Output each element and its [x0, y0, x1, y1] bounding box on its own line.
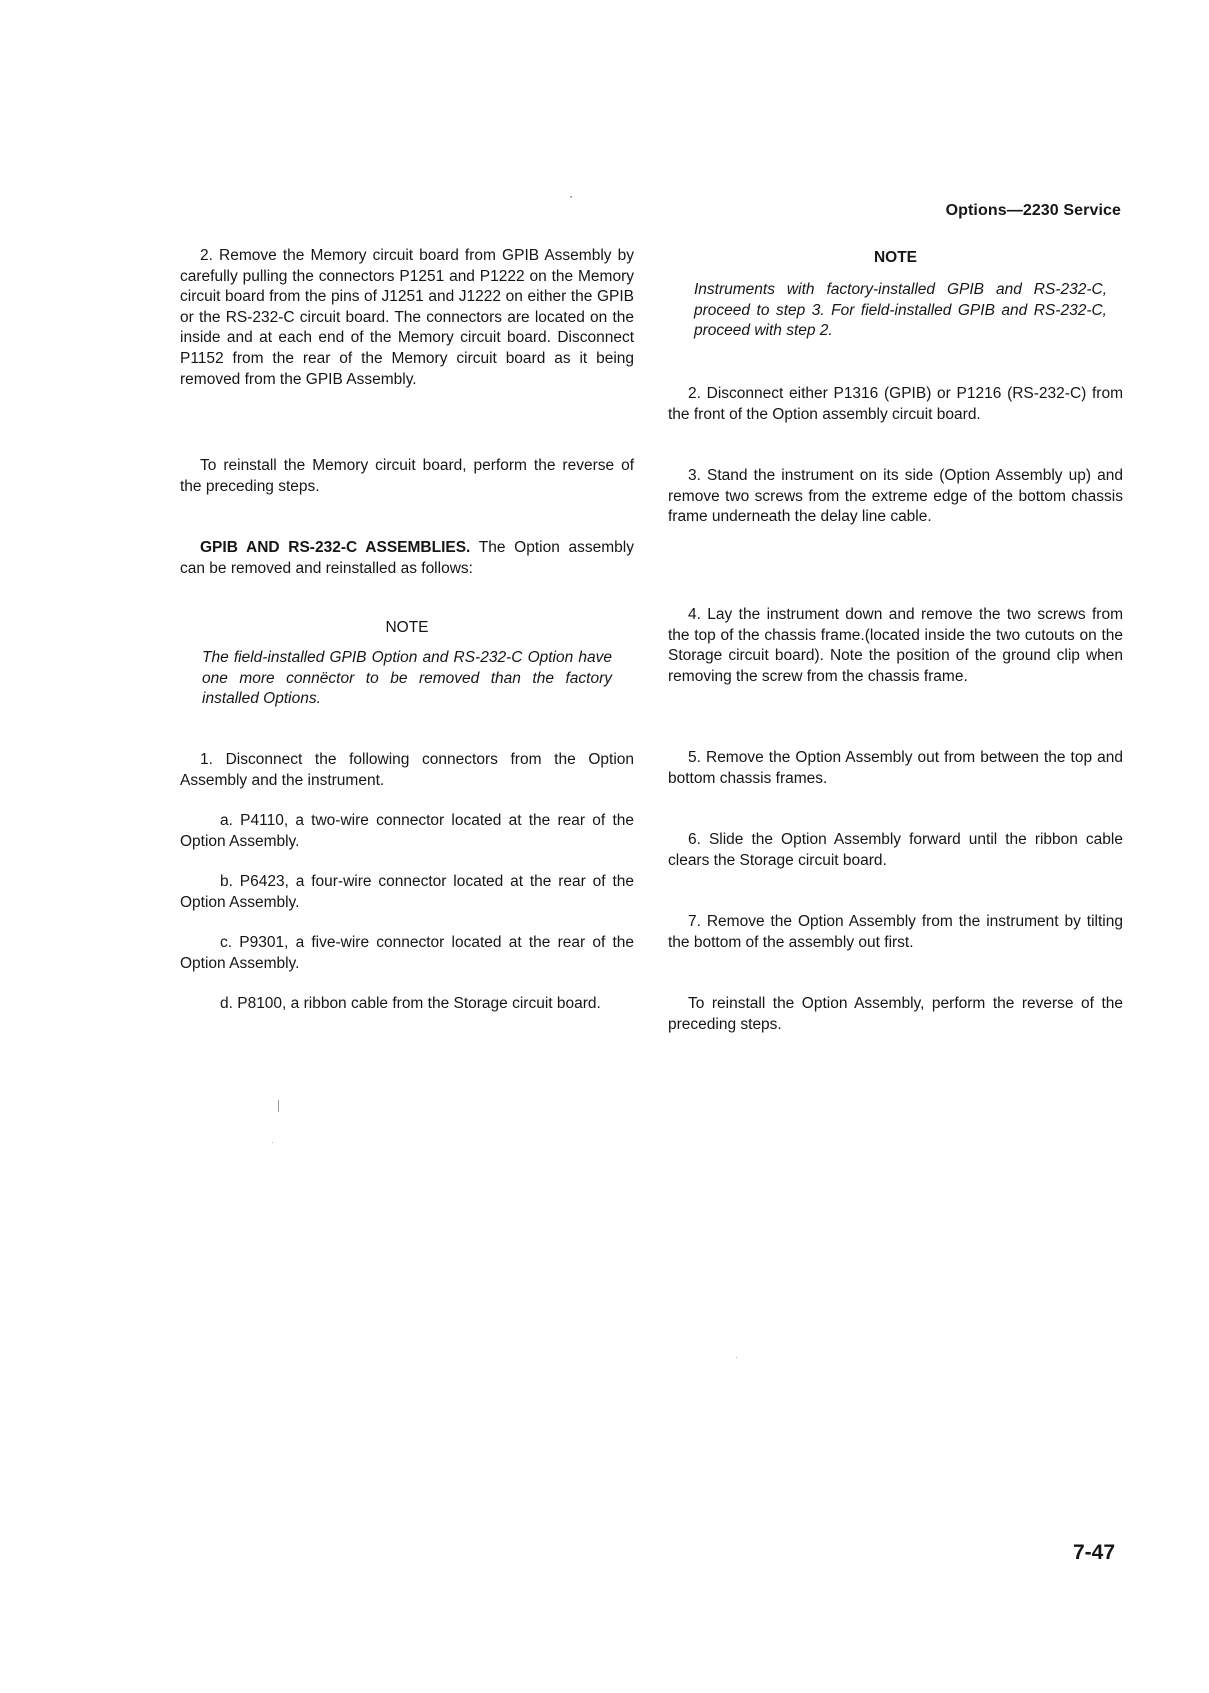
step-2: 2. Disconnect either P1316 (GPIB) or P1216 (RS-232-C) from the front of the Option assembly circuit board.: [668, 385, 1123, 423]
step-7: 7. Remove the Option Assembly from the instrument by tilting the bottom of the assembly out first.: [668, 913, 1123, 951]
note-heading: NOTE: [873, 249, 918, 266]
scan-speck: [736, 1357, 737, 1358]
reinstall-paragraph: To reinstall the Option Assembly, perform the reverse of the preceding steps.: [668, 995, 1123, 1033]
section-intro-paragraph: [180, 538, 634, 579]
step-1c: c. P9301, a five-wire connector located at the rear of the Option Assembly.: [180, 934, 634, 972]
step-4: 4. Lay the instrument down and remove the two screws from the top of the chassis frame.(located inside the two cutouts on the Storage circuit board). Note the position of the ground clip when removing the screw from the chassis frame.: [668, 606, 1123, 685]
scan-speck: [272, 1142, 273, 1143]
section-intro-text: The Option assembly can be removed and reinstalled as follows:: [180, 539, 634, 577]
step-1d: d. P8100, a ribbon cable from the Storage circuit board.: [220, 995, 601, 1012]
scan-speck: [570, 196, 572, 198]
note-text: Instruments with factory-installed GPIB and RS-232-C, proceed to step 3. For field-installed GPIB and RS-232-C, proceed with step 2.: [694, 281, 1107, 340]
memory-reinstall-paragraph: To reinstall the Memory circuit board, perform the reverse of the preceding steps.: [180, 457, 634, 495]
memory-removal-step-2: 2. Remove the Memory circuit board from GPIB Assembly by carefully pulling the connectors P1251 and P1222 on the Memory circuit board from the pins of J1251 and J1222 on either the GPIB or the RS-232-C circuit board. The connectors are located on the inside and at each end of the Memory circuit board. Disconnect P1152 from the rear of the Memory circuit board as it being removed from the GPIB Assembly.: [180, 247, 634, 388]
running-title: Options—2230 Service: [945, 202, 1121, 219]
page-number: 7-47: [1072, 1541, 1115, 1564]
scan-speck: [278, 1100, 279, 1112]
step-3: 3. Stand the instrument on its side (Option Assembly up) and remove two screws from the extreme edge of the bottom chassis frame underneath the delay line cable.: [668, 467, 1123, 526]
section-heading: GPIB AND RS-232-C ASSEMBLIES.: [200, 539, 471, 556]
note-heading: NOTE: [385, 619, 429, 636]
step-1a: a. P4110, a two-wire connector located at the rear of the Option Assembly.: [180, 812, 634, 850]
step-5: 5. Remove the Option Assembly out from between the top and bottom chassis frames.: [668, 749, 1123, 787]
step-1b: b. P6423, a four-wire connector located at the rear of the Option Assembly.: [180, 873, 634, 911]
step-1: 1. Disconnect the following connectors from the Option Assembly and the instrument.: [180, 751, 634, 789]
note-text: The field-installed GPIB Option and RS-232-C Option have one more connëctor to be removed than the factory installed Options.: [202, 649, 612, 708]
step-6: 6. Slide the Option Assembly forward until the ribbon cable clears the Storage circuit board.: [668, 831, 1123, 869]
